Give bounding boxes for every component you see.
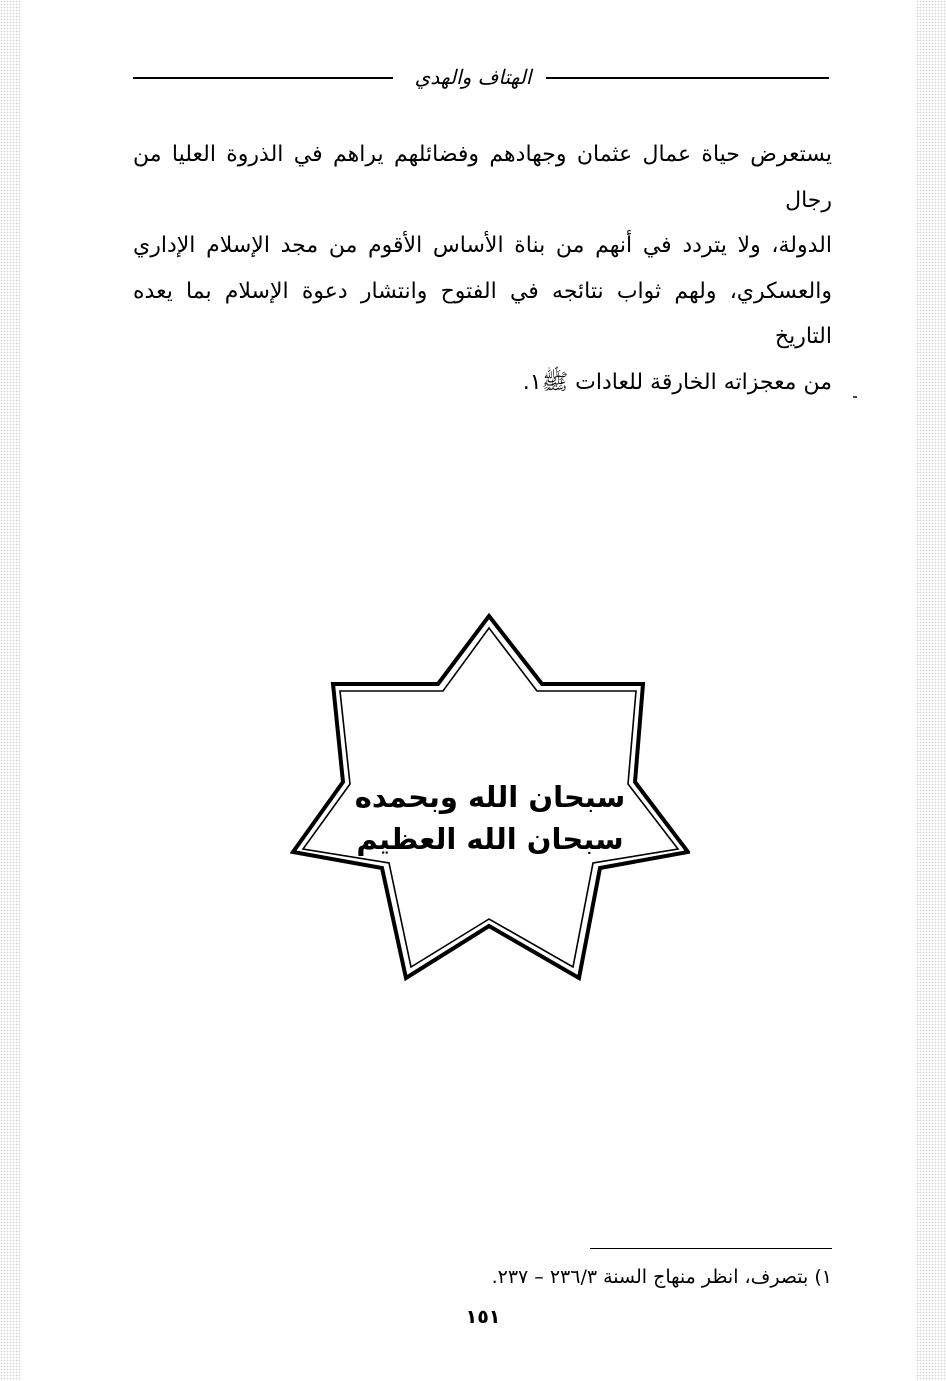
star-caption-line-2: سبحان الله العظيم (356, 822, 624, 856)
star-caption (290, 776, 690, 860)
page-edge-texture-right (916, 0, 946, 1381)
body-line: من معجزاته الخارقة للعادات ﷺ١. (522, 369, 832, 395)
page-edge-texture-left (0, 0, 22, 1381)
page-number: ١٥١ (465, 1306, 501, 1328)
body-line: والعسكري، ولهم ثواب نتائجه في الفتوح وانتشار دعوة الإسلام بما يعده التاريخ (133, 278, 832, 349)
body-line: يستعرض حياة عمال عثمان وجهادهم وفضائلهم يراهم في الذروة العليا من رجال (133, 142, 832, 213)
footnote: ١) بتصرف، انظر منهاج السنة ٢٣٦/٣ – ٢٣٧. (491, 1266, 832, 1288)
running-title: الهتاف والهدي (414, 65, 532, 89)
running-header (133, 60, 829, 100)
body-line: الدولة، ولا يتردد في أنهم من بناة الأساس الأقوم من مجد الإسلام الإداري (133, 233, 832, 258)
header-rule-right (546, 77, 829, 79)
stray-mark (853, 396, 857, 398)
body-paragraph (133, 132, 832, 405)
header-rule-left (133, 77, 393, 79)
star-caption-line-1: سبحان الله وبحمده (354, 780, 626, 814)
footnote-separator (590, 1248, 832, 1249)
